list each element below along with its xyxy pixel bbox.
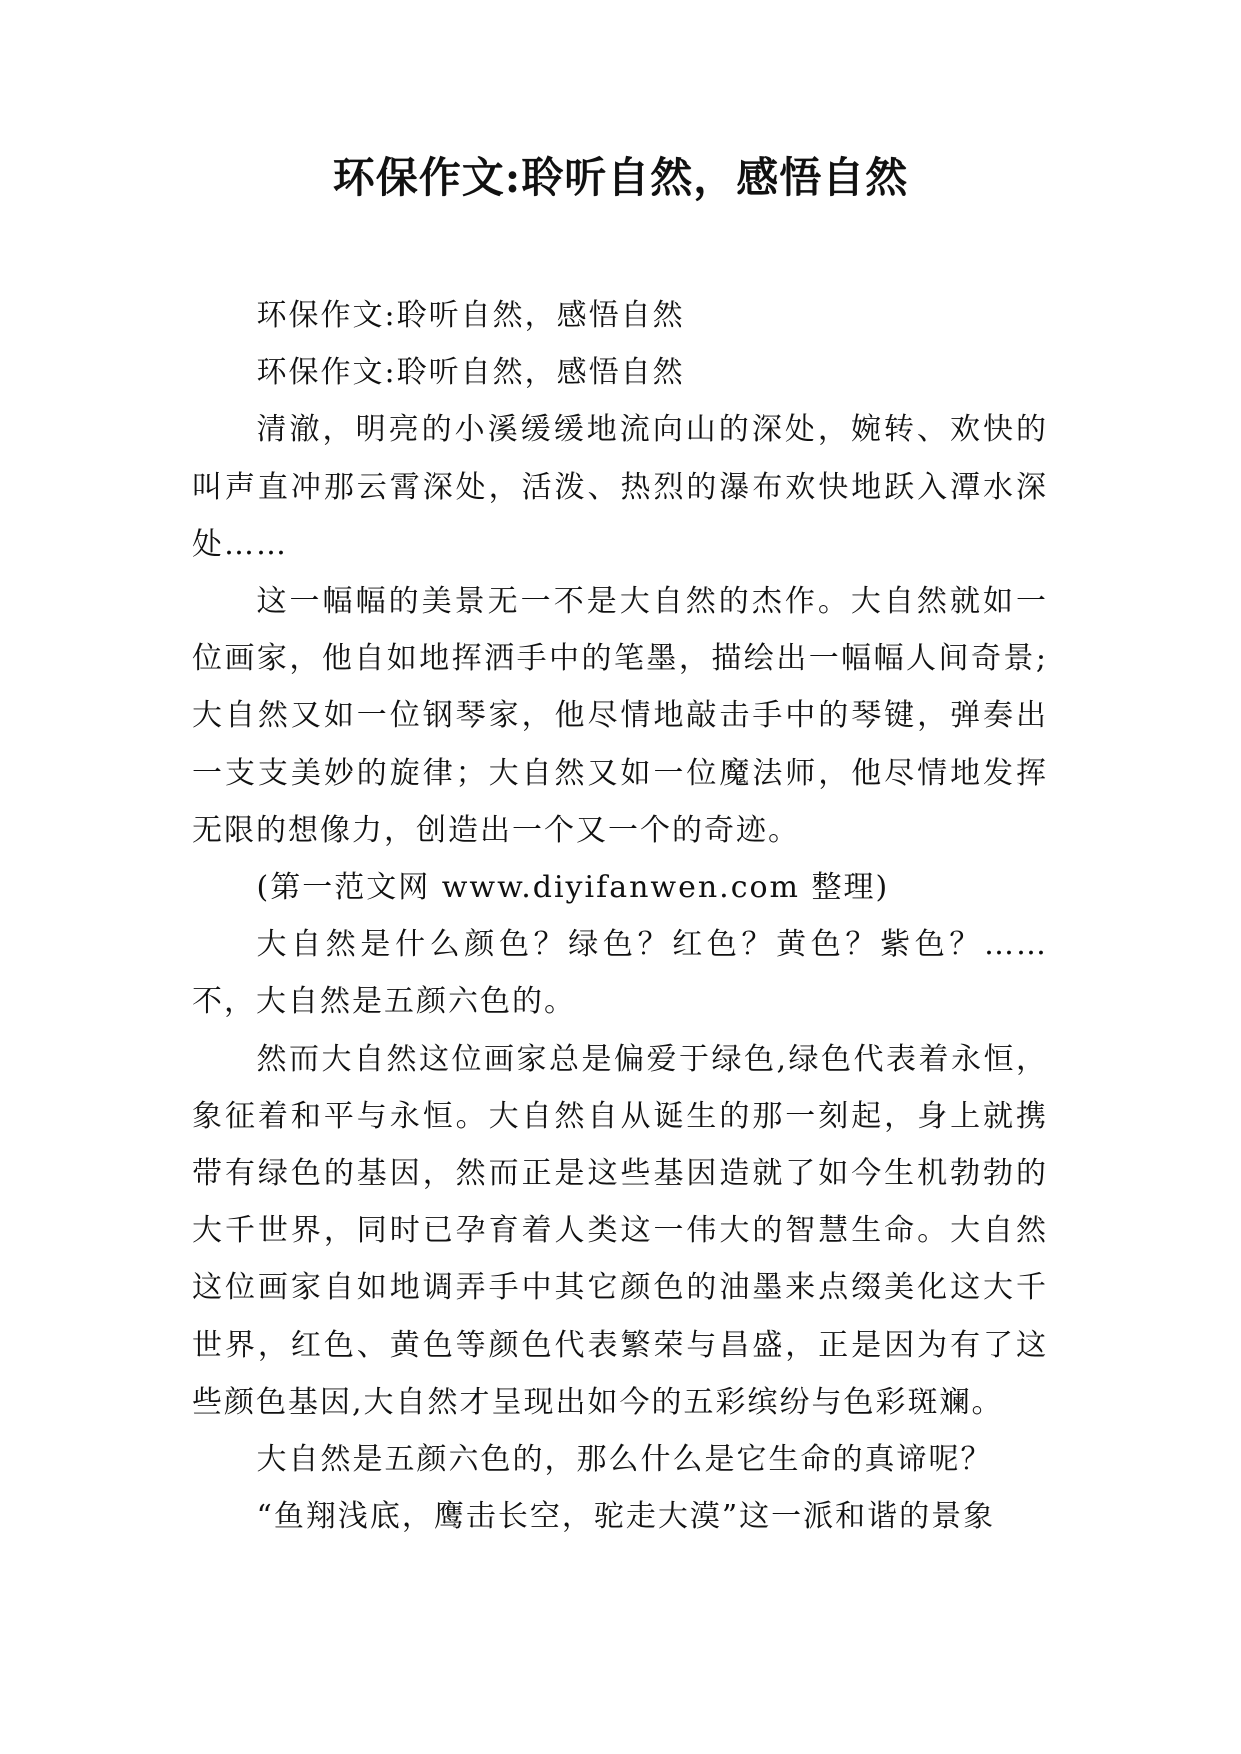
paragraph: 大自然是五颜六色的，那么什么是它生命的真谛呢？ (256, 1442, 993, 1478)
paragraph: 环保作文:聆听自然，感悟自然 (256, 298, 685, 333)
paragraph: “鱼翔浅底，鹰击长空，驼走大漠”这一派和谐的景象 (256, 1499, 996, 1535)
paragraph: 这一幅幅的美景无一不是大自然的杰作。大自然就如一位画家，他自如地挥洒手中的笔墨，描绘出一幅幅人间奇景;大自然又如一位钢琴家，他尽情地敲击手中的琴键，弹奏出一支支美妙的旋律；大自然又如一位魔法师，他尽情地发挥无限的想像力，创造出一个又一个的奇迹。 (192, 584, 1048, 848)
document-title: 环保作文:聆听自然，感悟自然 (332, 153, 909, 202)
paragraph: 然而大自然这位画家总是偏爱于绿色,绿色代表着永恒，象征着和平与永恒。大自然自从诞生的那一刻起，身上就携带有绿色的基因，然而正是这些基因造就了如今生机勃勃的大千世界，同时已孕育着人类这一伟大的智慧生命。大自然这位画家自如地调弄手中其它颜色的油墨来点缀美化这大千世界，红色、黄色等颜色代表繁荣与昌盛，正是因为有了这些颜色基因,大自然才呈现出如今的五彩缤纷与色彩斑斓。 (192, 1041, 1048, 1420)
paragraph: 大自然是什么颜色？绿色？红色？黄色？紫色？……不，大自然是五颜六色的。 (192, 927, 1048, 1020)
paragraph: 清澈，明亮的小溪缓缓地流向山的深处，婉转、欢快的叫声直冲那云霄深处，活泼、热烈的瀑布欢快地跃入潭水深处…… (192, 412, 1048, 562)
document-body (192, 287, 1048, 1545)
paragraph: (第一范文网 www.diyifanwen.com 整理) (256, 870, 890, 906)
paragraph: 环保作文:聆听自然，感悟自然 (256, 355, 685, 391)
